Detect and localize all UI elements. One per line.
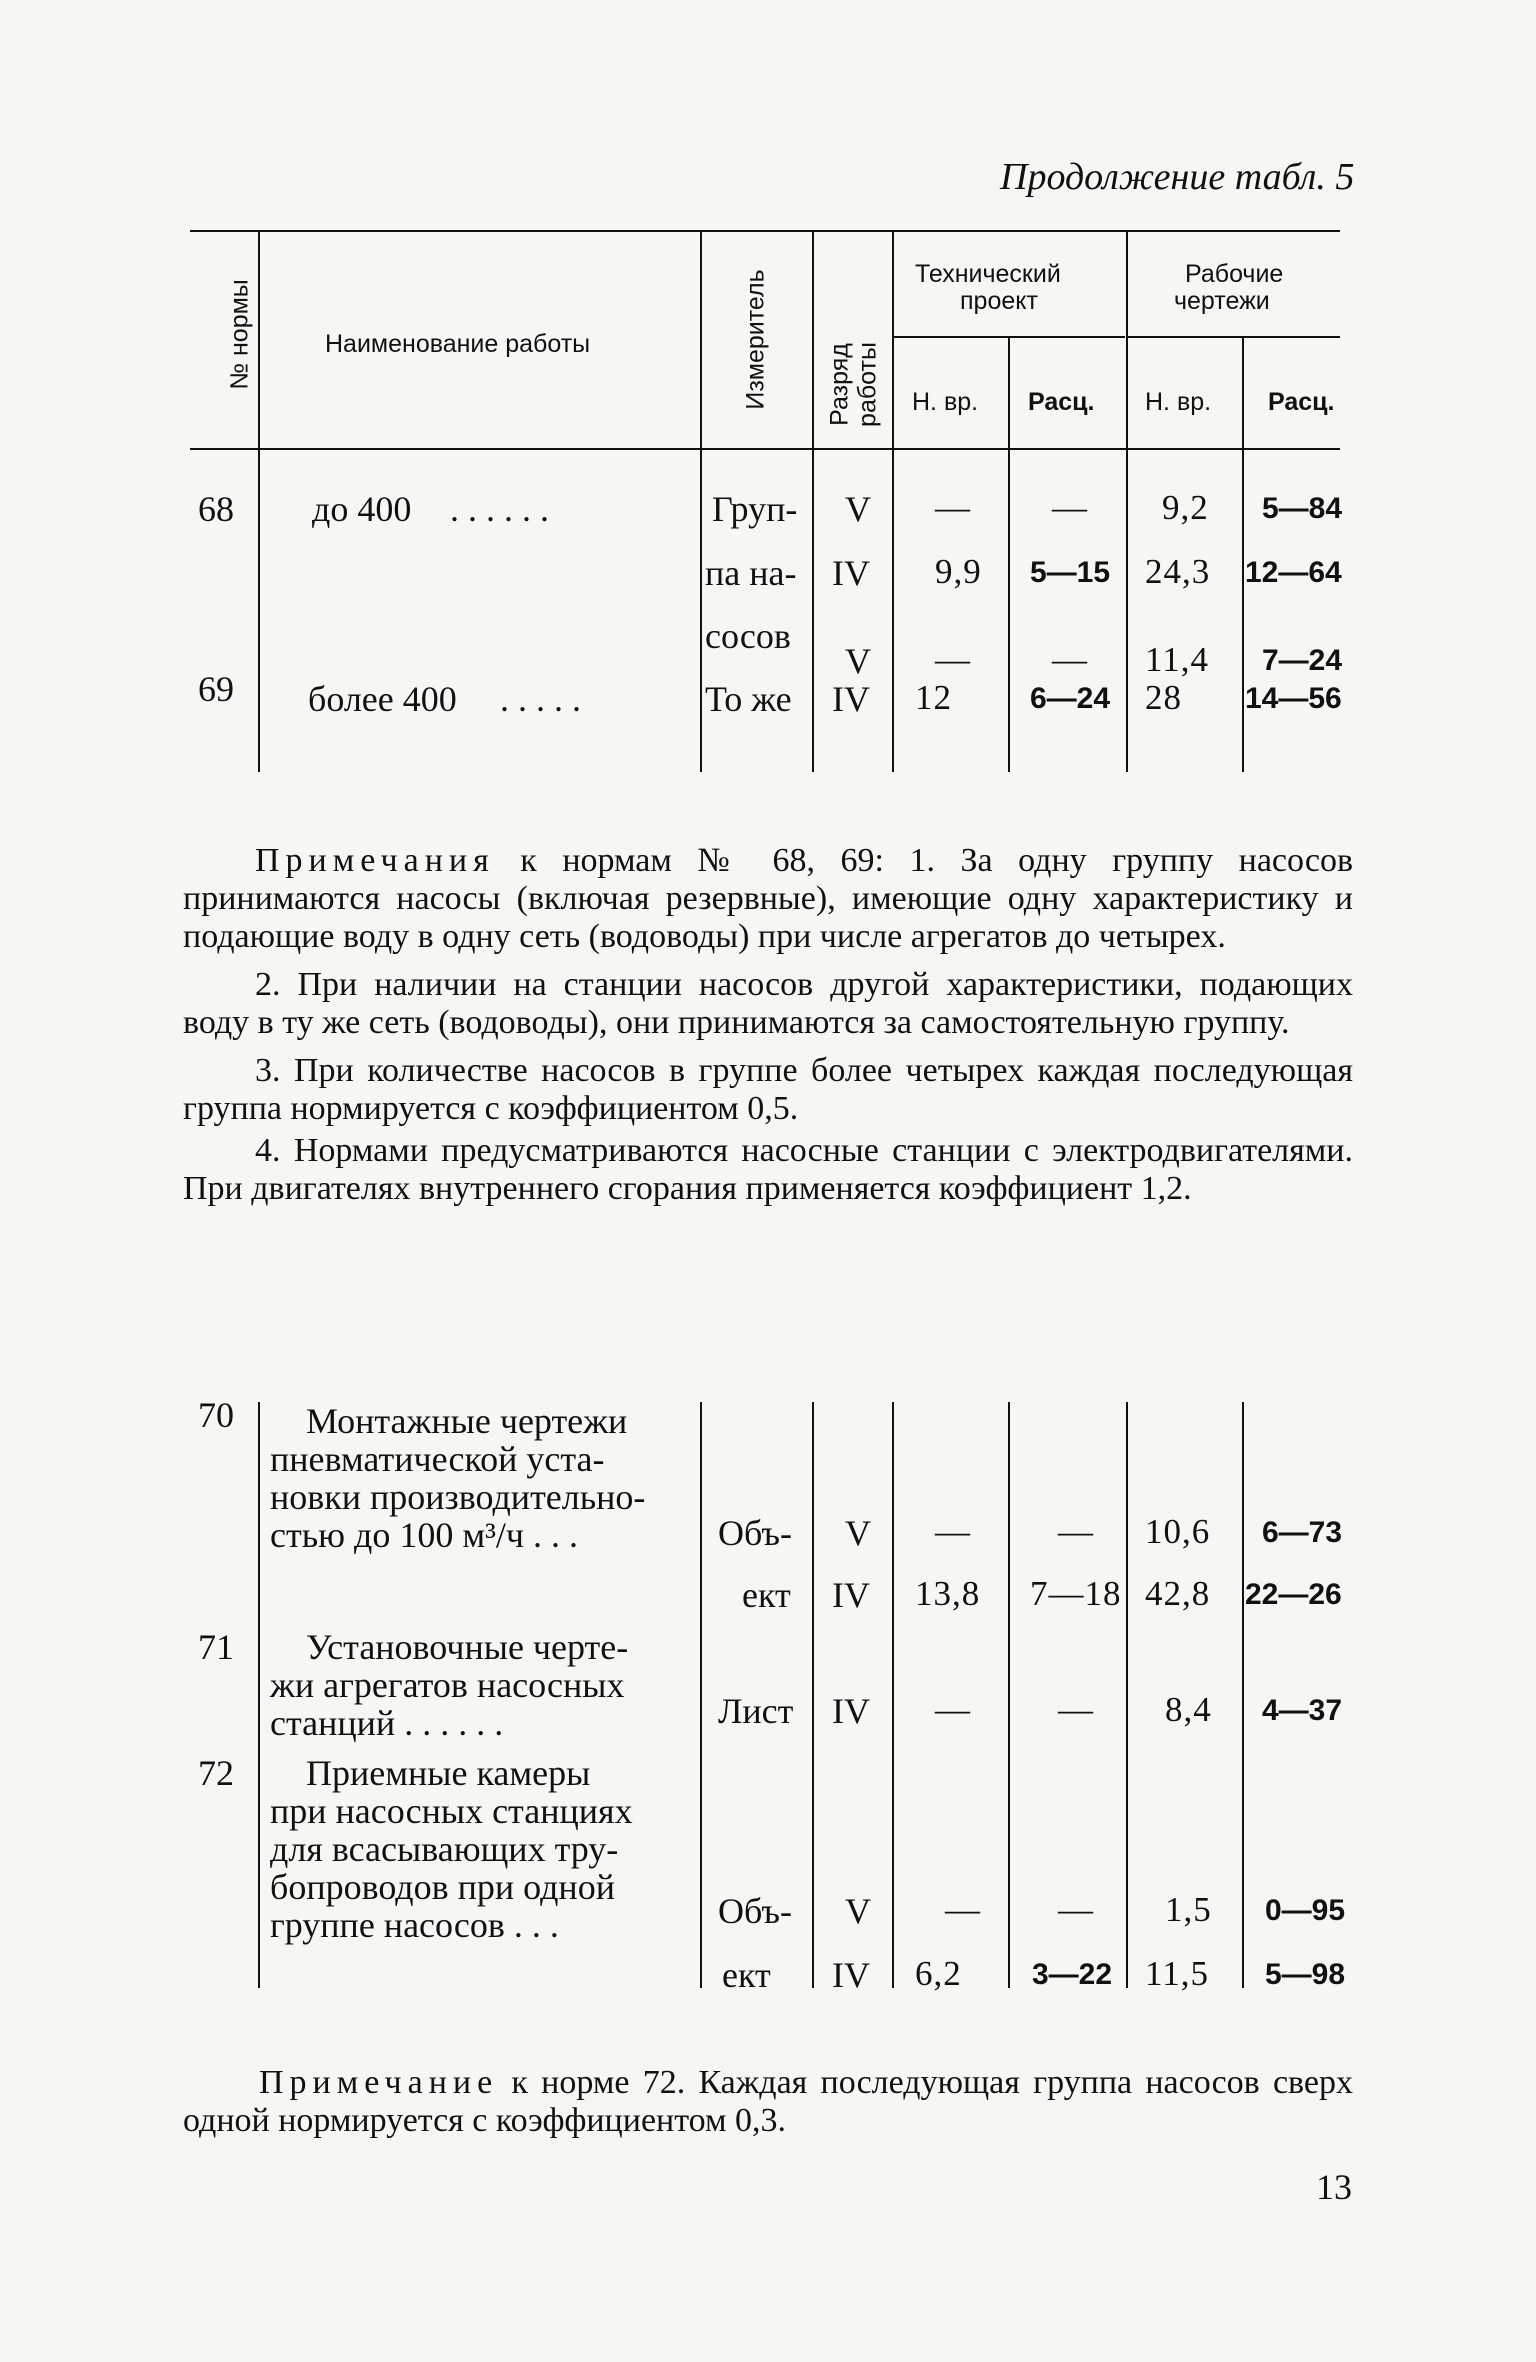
note-1: к нормам № 68, 69: 1. За одну группу насосов принимаются насосы (включая резервные), имеющие одну характеристику и подающие воду в одну сеть (водоводы) при числе агрегатов до четырех.: [183, 842, 1353, 955]
t2-col-divider-tp: [1008, 1402, 1010, 1988]
row69-name: более 400: [308, 679, 457, 719]
row68-wd-rasc-iv: 12—64: [1245, 556, 1342, 589]
row68-grade-iv: IV: [832, 553, 870, 593]
row72-line3: для всасывающих тру-: [270, 1829, 619, 1869]
row70-line3: новки производительно-: [270, 1477, 646, 1517]
header-wd-rasc: Расц.: [1268, 388, 1335, 416]
row70-tp-rasc-iv: 7—18: [1030, 1574, 1122, 1613]
header-unit: Измеритель: [741, 269, 770, 410]
table1-top-rule: [190, 230, 1340, 232]
header-tech-project-1: Технический: [915, 260, 1061, 288]
col-divider-tp: [1008, 338, 1010, 772]
row72-tp-nvr-v: —: [945, 1890, 981, 1929]
row70-line4: стью до 100 м³/ч . . .: [270, 1515, 579, 1555]
row70-wd-rasc-iv: 22—26: [1245, 1578, 1342, 1611]
row71-description: [270, 1628, 692, 1742]
row70-grade-v: V: [845, 1513, 871, 1553]
t2-col-divider-name: [700, 1402, 702, 1988]
row72-line5: группе насосов . . .: [270, 1905, 559, 1945]
header-work-drawings-1: Рабочие: [1185, 260, 1284, 288]
row72-wd-rasc-v: 0—95: [1265, 1894, 1346, 1927]
row71-grade-iv: IV: [832, 1691, 870, 1731]
row72-grade-v: V: [845, 1891, 871, 1931]
row69-grade-iv: IV: [832, 679, 870, 719]
row72-wd-nvr-v: 1,5: [1165, 1890, 1212, 1929]
row72-line2: при насосных станциях: [270, 1791, 633, 1831]
header-norm-no: № нормы: [225, 279, 254, 390]
row70-line1: Монтажные чертежи: [306, 1401, 628, 1441]
row70-description: [270, 1402, 692, 1554]
row69-wd-nvr-v: 11,4: [1145, 640, 1209, 679]
row68-wd-nvr-iv: 24,3: [1145, 552, 1211, 591]
row69-dots: . . . . .: [500, 679, 581, 719]
row71-line1: Установочные черте-: [306, 1627, 629, 1667]
col-divider-grade: [892, 232, 894, 772]
row71-wd-rasc: 4—37: [1262, 1694, 1343, 1727]
row70-tp-nvr-v: —: [935, 1512, 971, 1551]
row69-tp-nvr-iv: 12: [915, 678, 952, 717]
note2-lead: Примечание: [259, 2064, 499, 2101]
row68-norm-no: 68: [198, 489, 234, 529]
table1-header-rule: [190, 448, 1340, 450]
header-grade-1: Разряд: [825, 343, 854, 426]
row72-unit-1: Объ-: [718, 1891, 793, 1931]
table-caption: Продолжение табл. 5: [1000, 156, 1355, 198]
row68-unit-3: сосов: [705, 616, 791, 656]
row71-unit: Лист: [718, 1691, 794, 1731]
t2-col-divider-grade: [892, 1402, 894, 1988]
row68-wd-nvr-v: 9,2: [1162, 488, 1209, 527]
row70-unit-2: ект: [742, 1575, 791, 1615]
row72-tp-rasc-iv: 3—22: [1032, 1958, 1113, 1991]
row72-tp-nvr-iv: 6,2: [915, 1954, 962, 1993]
note-4: 4. Нормами предусматриваются насосные станции с электродвигателями. При двигателях внутреннего сгорания применяется коэффициент 1,2.: [183, 1132, 1353, 1207]
row72-unit-2: ект: [722, 1955, 771, 1995]
note2-text: к норме 72. Каждая последующая группа насосов сверх одной нормируется с коэффициентом 0,3.: [183, 2064, 1353, 2139]
row69-wd-rasc-iv: 14—56: [1245, 682, 1342, 715]
row69-tp-rasc-v: —: [1052, 640, 1088, 679]
row72-line4: бопроводов при одной: [270, 1867, 615, 1907]
row71-wd-nvr: 8,4: [1165, 1690, 1212, 1729]
t2-col-divider-norm: [258, 1402, 260, 1988]
header-work-drawings-2: чертежи: [1174, 287, 1270, 315]
t2-col-divider-unit: [812, 1402, 814, 1988]
col-divider-unit: [812, 232, 814, 772]
row68-tp-nvr-v: —: [935, 488, 971, 527]
header-tp-nvr: Н. вр.: [912, 388, 979, 416]
row72-line1: Приемные камеры: [306, 1753, 591, 1793]
row71-line3: станций . . . . . .: [270, 1703, 504, 1743]
col-divider-norm: [258, 232, 260, 772]
col-divider-name: [700, 232, 702, 772]
row70-norm-no: 70: [198, 1395, 234, 1435]
t2-col-divider-tech: [1126, 1402, 1128, 1988]
row72-grade-iv: IV: [832, 1955, 870, 1995]
row70-tp-rasc-v: —: [1058, 1512, 1094, 1551]
row69-norm-no: 69: [198, 669, 234, 709]
row72-norm-no: 72: [198, 1753, 234, 1793]
row68-grade-v: V: [845, 489, 871, 529]
row68-tp-rasc-iv: 5—15: [1030, 556, 1111, 589]
row68-tp-rasc-v: —: [1052, 488, 1088, 527]
row72-wd-rasc-iv: 5—98: [1265, 1958, 1346, 1991]
notes-lead: Примечания: [255, 842, 495, 879]
t2-col-divider-wd: [1242, 1402, 1244, 1988]
row69-wd-nvr-iv: 28: [1145, 678, 1182, 717]
header-work-name: Наименование работы: [325, 330, 591, 358]
row69-tp-rasc-iv: 6—24: [1030, 682, 1111, 715]
row69-unit: То же: [705, 679, 792, 719]
note-3: 3. При количестве насосов в группе более четырех каждая последующая группа нормируется с коэффициентом 0,5.: [183, 1052, 1353, 1127]
row70-wd-nvr-v: 10,6: [1145, 1512, 1211, 1551]
note-norm-72: [183, 2064, 1353, 2140]
notes-norms-68-69: [183, 842, 1353, 1208]
page-number: 13: [1316, 2167, 1352, 2207]
row70-wd-nvr-iv: 42,8: [1145, 1574, 1211, 1613]
row70-unit-1: Объ-: [718, 1513, 793, 1553]
wd-subheader-rule: [1127, 336, 1340, 338]
row70-grade-iv: IV: [832, 1575, 870, 1615]
row70-tp-nvr-iv: 13,8: [915, 1574, 981, 1613]
row71-norm-no: 71: [198, 1627, 234, 1667]
row68-unit-2: па на-: [705, 553, 797, 593]
row72-wd-nvr-iv: 11,5: [1145, 1954, 1209, 1993]
row69-wd-rasc-v: 7—24: [1262, 644, 1343, 677]
row68-tp-nvr-iv: 9,9: [935, 552, 982, 591]
header-tech-project-2: проект: [960, 287, 1038, 315]
row68-name: до 400: [312, 489, 412, 529]
header-tp-rasc: Расц.: [1028, 388, 1095, 416]
row68-wd-rasc-v: 5—84: [1262, 492, 1343, 525]
row72-tp-rasc-v: —: [1058, 1890, 1094, 1929]
header-wd-nvr: Н. вр.: [1145, 388, 1212, 416]
note-2: 2. При наличии на станции насосов другой характеристики, подающих воду в ту же сеть (водоводы), они принимаются за самостоятельную группу.: [183, 966, 1353, 1041]
row69-tp-nvr-v: —: [935, 640, 971, 679]
row68-unit-1: Груп-: [712, 489, 798, 529]
row70-wd-rasc-v: 6—73: [1262, 1516, 1343, 1549]
row68-dots: . . . . . .: [450, 489, 549, 529]
col-divider-wd: [1242, 338, 1244, 772]
row71-tp-rasc: —: [1058, 1690, 1094, 1729]
col-divider-tech: [1126, 232, 1128, 772]
row72-description: [270, 1754, 692, 1944]
row70-line2: пневматической уста-: [270, 1439, 605, 1479]
row71-tp-nvr: —: [935, 1690, 971, 1729]
header-grade-2: работы: [853, 342, 882, 427]
row71-line2: жи агрегатов насосных: [270, 1665, 625, 1705]
row69-grade-v: V: [845, 641, 871, 681]
